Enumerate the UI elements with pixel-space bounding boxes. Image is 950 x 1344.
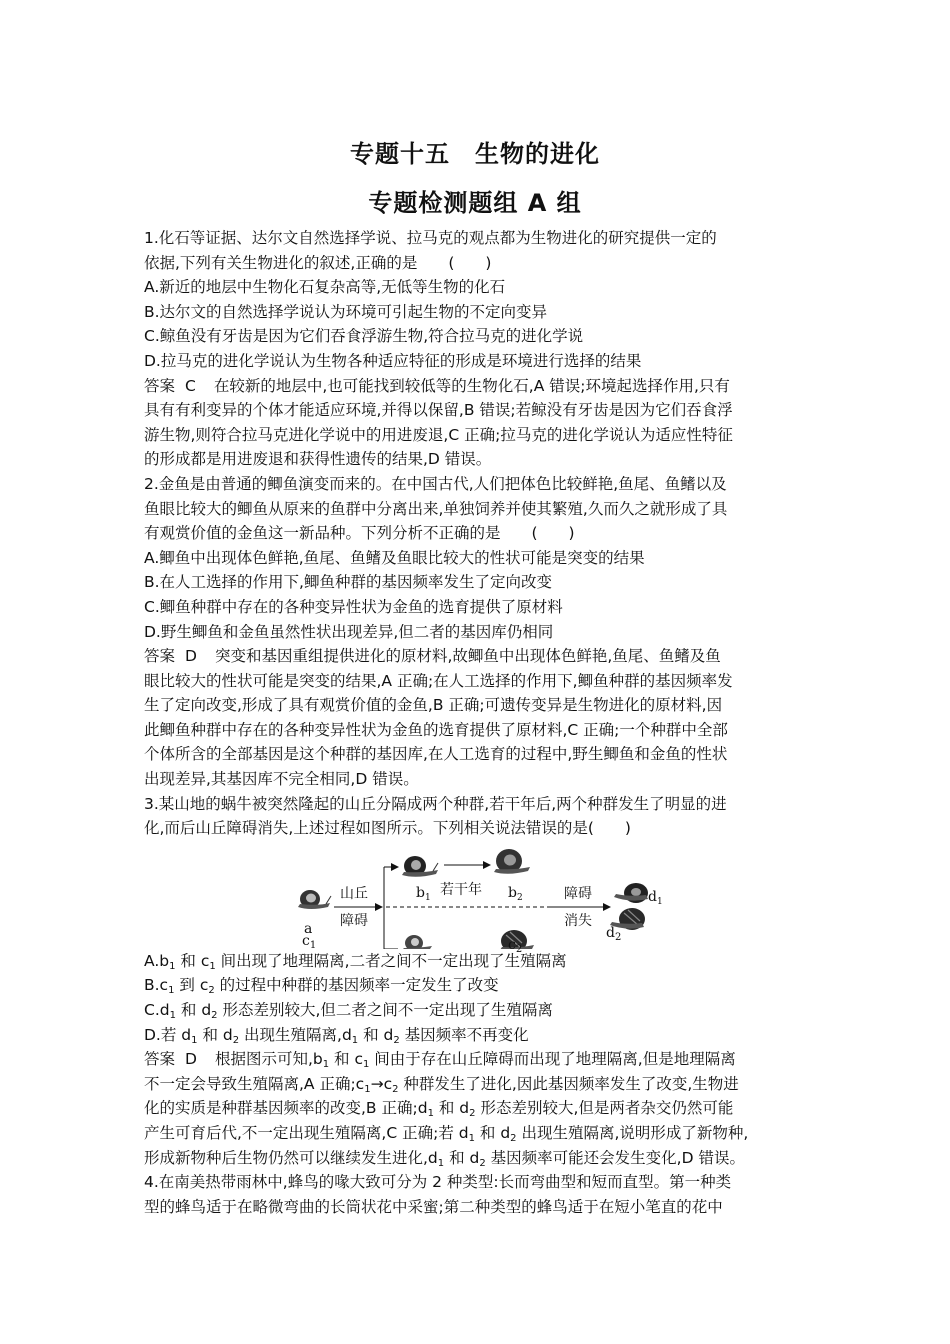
q4-stem-line: 型的蜂鸟适于在略微弯曲的长筒状花中采蜜;第二种类型的蜂鸟适于在短小笔直的花中 xyxy=(144,1197,723,1216)
years-label: 若干年 xyxy=(440,881,482,898)
answer-label: 答案 xyxy=(144,647,176,666)
answer-key: D xyxy=(185,1050,197,1069)
q3-answer-line: 答案 D 根据图示可知$,b_1$ 和 $c_1$ 间由于存在山丘障碍而出现了地理隔离,但是地理隔离 xyxy=(144,1050,736,1071)
snail-c1-icon xyxy=(402,935,432,949)
q3-explanation-line: 产生可育后代,不一定出现生殖隔离,C 正确;若 $d_1$ 和 $d_2$ 出现生殖隔离,说明形成了新物种, xyxy=(144,1124,749,1144)
vanish-label-2: 消失 xyxy=(564,912,592,929)
q2-explanation-text: 突变和基因重组提供进化的原材料,故鲫鱼中出现体色鲜艳,鱼尾、鱼鳍及鱼 xyxy=(214,647,721,666)
q4-stem-line: 4.在南美热带雨林中,蜂鸟的喙大致可分为 2 种类型:长而弯曲型和短而直型。第一种类 xyxy=(144,1173,732,1192)
label-d2: $d_2$ xyxy=(606,924,622,943)
q1-explanation-text: 在较新的地层中,也可能找到较低等的生物化石,A 错误;环境起选择作用,只有 xyxy=(213,376,730,395)
question-list xyxy=(144,226,808,1219)
chapter-title: 专题十五 生物的进化 xyxy=(350,140,600,168)
question-1 xyxy=(144,226,808,472)
q3-option-b: $B.c_1$ 到 $c_2$ 的过程中种群的基因频率一定发生了改变 xyxy=(144,976,499,997)
q1-option-d: D.拉马克的进化学说认为生物各种适应特征的形成是环境进行选择的结果 xyxy=(144,351,642,370)
snail-evolution-diagram xyxy=(144,841,808,955)
q2-stem-line: 有观赏价值的金鱼这一新品种。下列分析不正确的是 ( ) xyxy=(144,524,575,543)
q3-stem-line: 化,而后山丘障碍消失,上述过程如图所示。下列相关说法错误的是( ) xyxy=(144,819,631,838)
q2-explanation-line: 出现差异,其基因库不完全相同,D 错误。 xyxy=(144,770,419,789)
q3-option-d: D.若 $d_1$ 和 $d_2$ 出现生殖隔离$,d_1$ 和 $d_2$ 基因频率不再变化 xyxy=(144,1025,529,1046)
barrier-label-2: 障碍 xyxy=(340,912,368,929)
section-title: 专题检测题组 A 组 xyxy=(368,189,582,217)
q2-explanation-line: 眼比较大的性状可能是突变的结果,A 正确;在人工选择的作用下,鲫鱼种群的基因频率发 xyxy=(144,671,733,690)
label-b2: $b_2$ xyxy=(508,884,523,903)
snail-a-icon xyxy=(298,890,331,909)
q2-option-a: A.鲫鱼中出现体色鲜艳,鱼尾、鱼鳍及鱼眼比较大的性状可能是突变的结果 xyxy=(144,548,645,567)
q2-answer-line xyxy=(144,644,808,669)
answer-label: 答案 xyxy=(144,1050,176,1069)
vanish-label-1: 障碍 xyxy=(564,885,592,902)
q3-explanation-line: 化的实质是种群基因频率的改变,B 正确$;d_1$ 和 $d_2$ 形态差别较大,但是两者杂交仍然可能 xyxy=(144,1099,734,1120)
q1-option-a: A.新近的地层中生物化石复杂高等,无低等生物的化石 xyxy=(144,278,506,297)
q2-option-b: B.在人工选择的作用下,鲫鱼种群的基因频率发生了定向改变 xyxy=(144,573,552,592)
label-b1: $b_1$ xyxy=(416,884,431,903)
q2-stem-line: 鱼眼比较大的鲫鱼从原来的鱼群中分离出来,单独饲养并使其繁殖,久而久之就形成了具 xyxy=(144,499,728,518)
label-c2: $c_2$ xyxy=(508,936,523,955)
q2-stem-line: 2.金鱼是由普通的鲫鱼演变而来的。在中国古代,人们把体色比较鲜艳,鱼尾、鱼鳍以及 xyxy=(144,474,727,493)
q3-option-a: $A.b_1$ 和 $c_1$ 间出现了地理隔离,二者之间不一定出现了生殖隔离 xyxy=(144,951,567,972)
q1-answer-line xyxy=(144,374,808,399)
answer-key: D xyxy=(185,647,197,666)
question-3 xyxy=(144,792,808,1171)
answer-key: C xyxy=(185,376,196,395)
q1-explanation-line: 的形成都是用进废退和获得性遗传的结果,D 错误。 xyxy=(144,450,492,469)
snail-b2-icon xyxy=(494,849,530,874)
q2-option-c: C.鲫鱼种群中存在的各种变异性状为金鱼的选育提供了原材料 xyxy=(144,597,563,616)
q1-explanation-line: 游生物,则符合拉马克进化学说中的用进废退,C 正确;拉马克的进化学说认为适应性特征 xyxy=(144,425,733,444)
q1-option-b: B.达尔文的自然选择学说认为环境可引起生物的不定向变异 xyxy=(144,302,548,321)
q1-stem-line: 依据,下列有关生物进化的叙述,正确的是 ( ) xyxy=(144,253,492,272)
q2-option-d: D.野生鲫鱼和金鱼虽然性状出现差异,但二者的基因库仍相同 xyxy=(144,622,554,641)
snail-d1-icon xyxy=(614,883,648,903)
q3-explanation-line: 不一定会导致生殖隔离,A 正确$;c_1\to c_2$ 种群发生了进化,因此基因频率发生了改变,生物进 xyxy=(144,1074,739,1095)
label-c1: $c_1$ xyxy=(302,932,317,951)
label-d1: $d_1$ xyxy=(648,888,663,907)
snail-b1-icon xyxy=(402,856,438,877)
label-a: a xyxy=(304,920,313,937)
question-4 xyxy=(144,1170,808,1219)
q3-option-c: $C.d_1$ 和 $d_2$ 形态差别较大,但二者之间不一定出现了生殖隔离 xyxy=(144,1001,553,1022)
q1-option-c: C.鲸鱼没有牙齿是因为它们吞食浮游生物,符合拉马克的进化学说 xyxy=(144,327,584,346)
q2-explanation-line: 此鲫鱼种群中存在的各种变异性状为金鱼的选育提供了原材料,C 正确;一个种群中全部 xyxy=(144,720,728,739)
q1-stem-line: 1.化石等证据、达尔文自然选择学说、拉马克的观点都为生物进化的研究提供一定的 xyxy=(144,229,717,247)
q2-explanation-line: 生了定向改变,形成了具有观赏价值的金鱼,B 正确;可遗传变异是生物进化的原材料,因 xyxy=(144,696,723,715)
q1-explanation-line: 具有有利变异的个体才能适应环境,并得以保留,B 错误;若鲸没有牙齿是因为它们吞食浮 xyxy=(144,401,733,420)
answer-label: 答案 xyxy=(144,376,176,395)
barrier-label-1: 山丘 xyxy=(340,885,368,902)
q3-explanation-line: 形成新物种后生物仍然可以继续发生进化$,d_1$ 和 $d_2$ 基因频率可能还会发生变化,D 错误。 xyxy=(144,1148,745,1169)
question-2 xyxy=(144,472,808,792)
q2-explanation-line: 个体所含的全部基因是这个种群的基因库,在人工选育的过程中,野生鲫鱼和金鱼的性状 xyxy=(144,745,728,764)
q3-stem-line: 3.某山地的蜗牛被突然隆起的山丘分隔成两个种群,若干年后,两个种群发生了明显的进 xyxy=(144,794,727,813)
